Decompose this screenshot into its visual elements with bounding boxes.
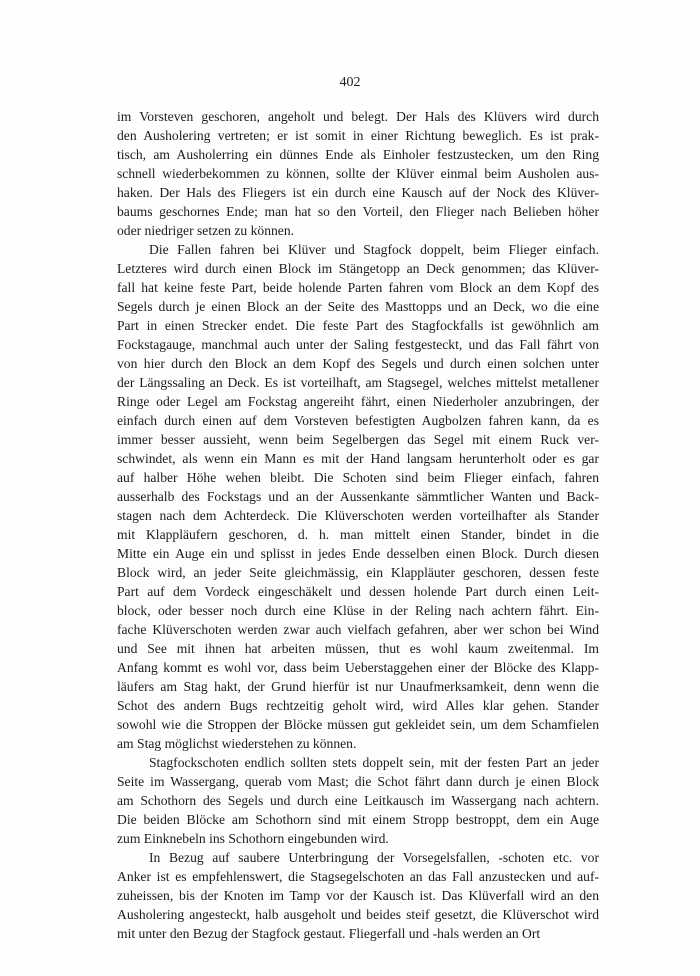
text-line: und See mit ihnen hat arbeiten müssen, thut es wohl kaum zweitenmal. Im	[117, 641, 599, 656]
text-line: der Längssaling an Deck. Es ist vorteilhaft, am Stagsegel, welches mittelst metallener	[117, 375, 599, 390]
text-line: ausserhalb des Fockstags und an der Aussenkante sämmtlicher Wanten und Back-	[117, 489, 599, 504]
text-line: den Ausholering vertreten; er ist somit in einer Richtung beweglich. Es ist prak-	[117, 128, 599, 143]
text-line: im Vorsteven geschoren, angeholt und belegt. Der Hals des Klüvers wird durch	[117, 109, 599, 124]
text-line: Block wird, an jeder Seite gleichmässig, ein Klappläuter geschoren, dessen feste	[117, 565, 599, 580]
paragraph	[117, 848, 599, 943]
text-line: Die Fallen fahren bei Klüver und Stagfock doppelt, beim Flieger einfach.	[149, 242, 599, 257]
text-line: block, oder besser noch durch eine Klüse in der Reling nach achtern fährt. Ein-	[117, 603, 599, 618]
text-line: In Bezug auf saubere Unterbringung der Vorsegelsfallen, -schoten etc. vor	[149, 850, 599, 865]
text-line: mit unter den Bezug der Stagfock gestaut. Fliegerfall und -hals werden an Ort	[117, 926, 541, 941]
text-line: Schot des andern Bugs rechtzeitig geholt wird, wird Alles klar gehen. Stander	[117, 698, 599, 713]
text-line: läufers am Stag hakt, der Grund hierfür ist nur Unaufmerksamkeit, denn wenn die	[117, 679, 599, 694]
text-line: zuheissen, bis der Knoten im Tamp vor der Kausch ist. Das Klüverfall wird an den	[117, 888, 599, 903]
paragraph	[117, 753, 599, 848]
text-line: Ausholering angesteckt, halb ausgeholt und beides steif gesetzt, die Klüverschot wird	[117, 907, 599, 922]
text-line: Letzteres wird durch einen Block im Stängetopp an Deck genommen; das Klüver-	[117, 261, 599, 276]
text-line: Ringe oder Legel am Fockstag angereiht fährt, einen Niederholer anzubringen, der	[117, 394, 599, 409]
text-line: am Schothorn des Segels und durch eine Leitkausch im Wassergang nach achtern.	[117, 793, 599, 808]
text-line: Part in einen Strecker endet. Die feste Part des Stagfockfalls ist gewöhnlich am	[117, 318, 599, 333]
text-line: fall hat keine feste Part, beide holende Parten fahren vom Block an dem Kopf des	[117, 280, 599, 295]
text-line: Part auf dem Vordeck eingeschäkelt und dessen holende Part durch einen Leit-	[117, 584, 599, 599]
text-line: stagen nach dem Achterdeck. Die Klüverschoten werden vorteilhafter als Stander	[117, 508, 599, 523]
page-number: 402	[339, 75, 361, 90]
text-line: Fockstagauge, manchmal auch unter der Saling festgesteckt, und das Fall fährt von	[117, 337, 599, 352]
text-line: oder niedriger setzen zu können.	[117, 223, 295, 238]
text-line: baums geschornes Ende; man hat so den Vorteil, den Flieger nach Belieben höher	[117, 204, 599, 219]
text-line: mit Klappläufern geschoren, d. h. man mittelt einen Stander, bindet in die	[117, 527, 599, 542]
text-line: Anker ist es empfehlenswert, die Stagsegelschoten an das Fall anzustecken und auf-	[117, 869, 599, 884]
text-line: Seite im Wassergang, querab vom Mast; die Schot fährt dann durch je einen Block	[117, 774, 599, 789]
text-line: einfach durch einen auf dem Vorsteven befestigten Augbolzen fahren kann, da es	[117, 413, 599, 428]
text-line: Anfang kommt es wohl vor, dass beim Ueberstaggehen einer der Blöcke des Klapp-	[117, 660, 599, 675]
text-line: sowohl wie die Stroppen der Blöcke müssen gut gekleidet sein, um dem Schamfielen	[117, 717, 599, 732]
text-line: auf halber Höhe wehen bleibt. Die Schoten sind beim Flieger einfach, fahren	[117, 470, 599, 485]
paragraph	[117, 107, 599, 240]
text-line: von hier durch den Block an dem Kopf des Segels und durch einen solchen unter	[117, 356, 599, 371]
text-line: immer besser aussieht, wenn beim Segelbergen das Segel mit einem Ruck ver-	[117, 432, 599, 447]
text-line: tisch, am Ausholerring ein dünnes Ende als Einholer festzustecken, um den Ring	[117, 147, 599, 162]
text-line: haken. Der Hals des Fliegers ist ein durch eine Kausch auf der Nock des Klüver-	[117, 185, 599, 200]
text-line: schnell wiederbekommen zu können, sollte der Klüver einmal beim Ausholen aus-	[117, 166, 599, 181]
text-line: zum Einknebeln ins Schothorn eingebunden wird.	[117, 831, 389, 846]
text-line: Die beiden Blöcke am Schothorn sind mit einem Stropp bestroppt, dem ein Auge	[117, 812, 599, 827]
text-line: Mitte ein Auge ein und splisst in jedes Ende desselben einen Block. Durch diesen	[117, 546, 599, 561]
paragraph	[117, 240, 599, 753]
text-line: schwindet, als wenn ein Mann es mit der Hand langsam herunterholt oder es gar	[117, 451, 599, 466]
text-line: fache Klüverschoten werden zwar auch vielfach gefahren, aber wer schon bei Wind	[117, 622, 599, 637]
text-line: Stagfockschoten endlich sollten stets doppelt sein, mit der festen Part an jeder	[149, 755, 599, 770]
text-line: am Stag möglichst wiederstehen zu können.	[117, 736, 357, 751]
body-text	[117, 107, 599, 943]
text-line: Segels durch je einen Block an der Seite des Masttopps und an Deck, wo die eine	[117, 299, 599, 314]
